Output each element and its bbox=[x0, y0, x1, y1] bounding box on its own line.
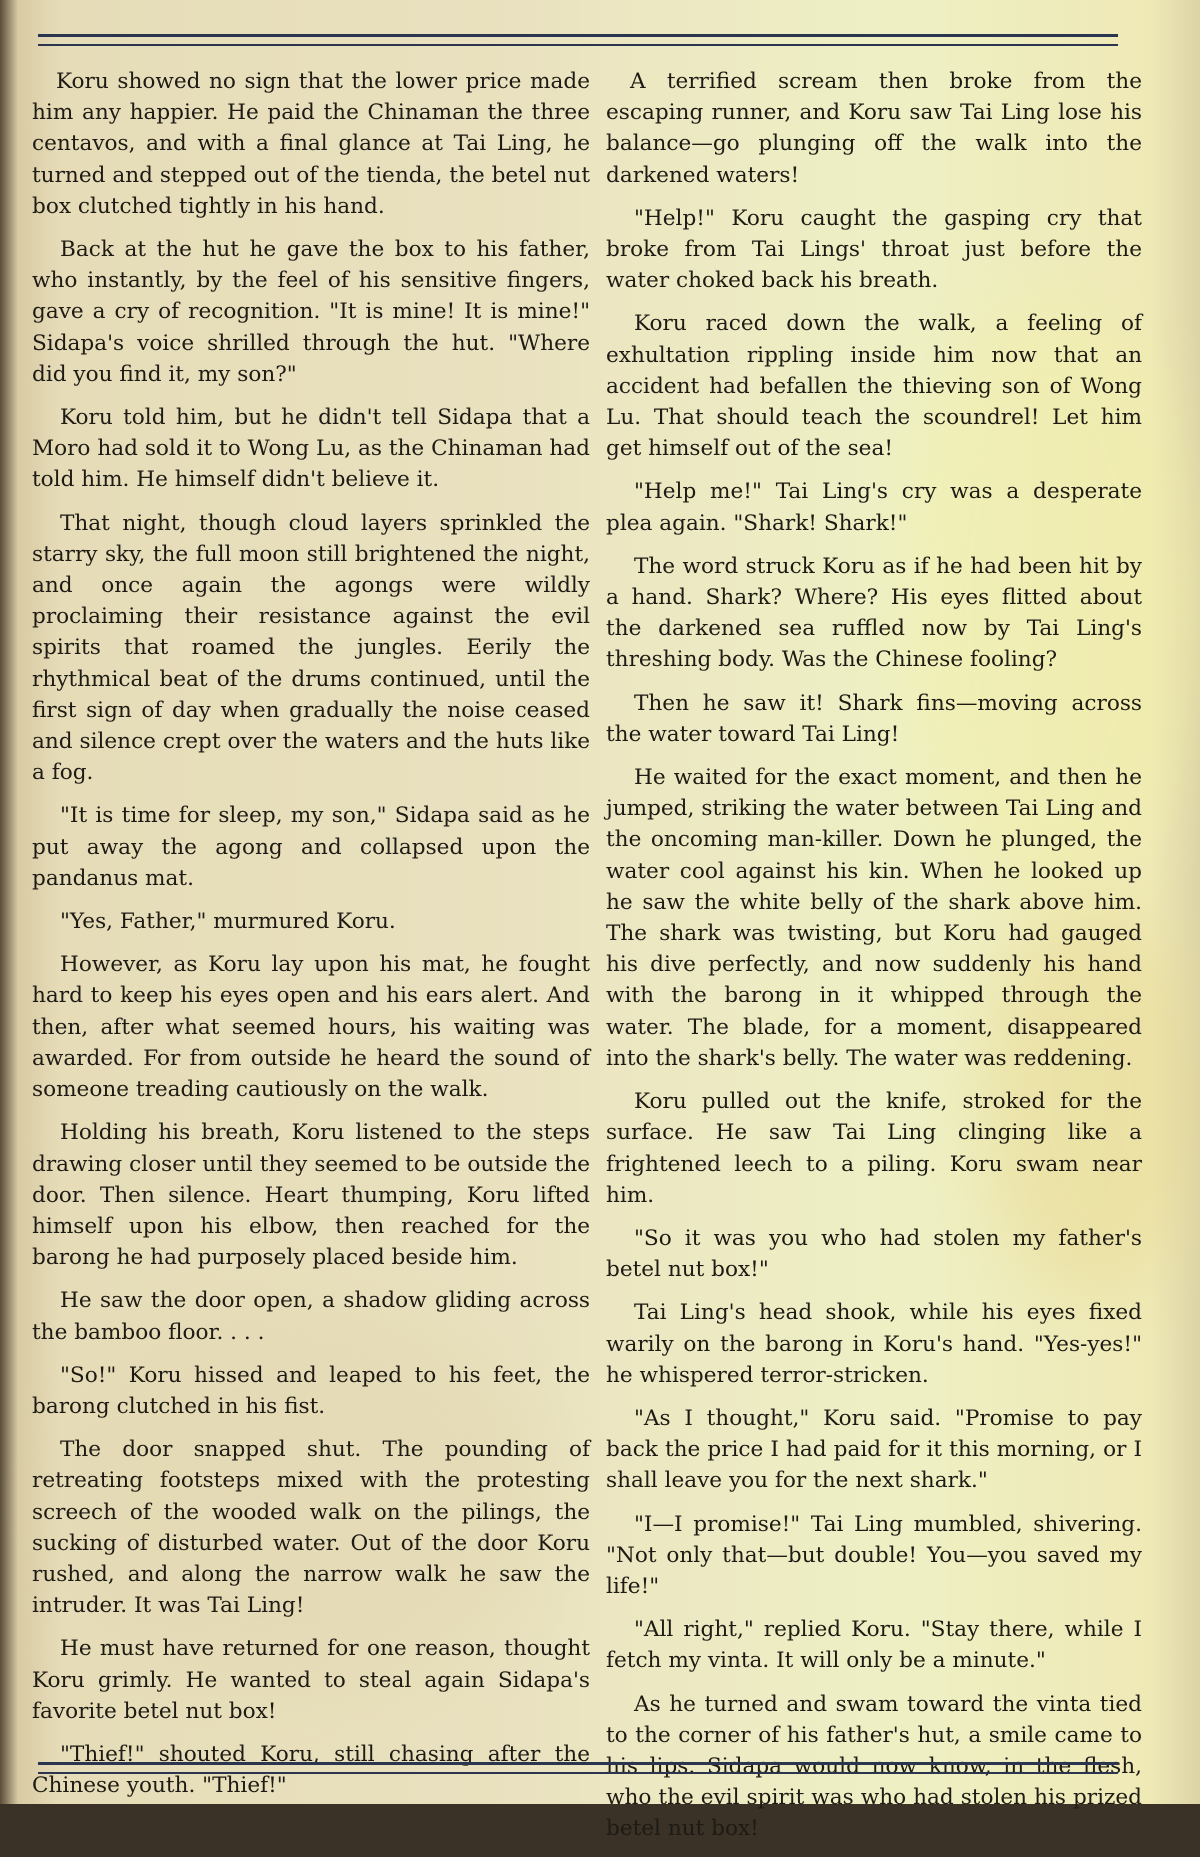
paragraph: "As I thought," Koru said. "Promise to pay back the price I had paid for it this morning, or I shall leave you for the next shark." bbox=[606, 1405, 1142, 1494]
paragraph: "Thief!" shouted Koru, still chasing after the Chinese youth. "Thief!" bbox=[32, 1741, 590, 1799]
paragraph: He must have returned for one reason, thought Koru grimly. He wanted to steal again Sidapa's favorite betel nut box! bbox=[32, 1636, 590, 1724]
paragraph: "All right," replied Koru. "Stay there, while I fetch my vinta. It will only be a minute." bbox=[606, 1617, 1142, 1674]
paragraph: Koru told him, but he didn't tell Sidapa that a Moro had sold it to Wong Lu, as the Chinaman had told him. He himself didn't believe it. bbox=[32, 405, 590, 493]
top-border-rule bbox=[38, 34, 1118, 46]
paragraph: "So!" Koru hissed and leaped to his feet, the barong clutched in his fist. bbox=[32, 1362, 590, 1419]
paragraph: That night, though cloud layers sprinkled the starry sky, the full moon still brightened the night, and once again the agongs were wildly proclaiming their resistance against the evil spirits that roamed the jungles. Eerily the rhythmical beat of the drums continued, until the first sign of day when gradually the noise ceased and silence crept over the waters and the huts like a fog. bbox=[32, 510, 590, 786]
paragraph: Back at the hut he gave the box to his father, who instantly, by the feel of his sensitive fingers, gave a cry of recognition. "It is mine! It is mine!" Sidapa's voice shrilled through the hut. "Where did you find it, my son?" bbox=[32, 237, 590, 387]
paragraph: Koru raced down the walk, a feeling of exhultation rippling inside him now that an accident had befallen the thieving son of Wong Lu. That should teach the scoundrel! Let him get himself out of the sea! bbox=[606, 311, 1142, 462]
paragraph: He saw the door open, a shadow gliding across the bamboo floor. . . . bbox=[32, 1288, 590, 1345]
paragraph: He waited for the exact moment, and then he jumped, striking the water between Tai Ling and the oncoming man-killer. Down he plunged, the water cool against his kin. When he looked up he saw the white belly of the shark above him. The shark was twisting, but Koru had gauged his dive perfectly, and now suddenly his hand with the barong in it whipped through the water. The blade, for a moment, disappeared into the shark's belly. The water was reddening. bbox=[606, 765, 1142, 1071]
paragraph: However, as Koru lay upon his mat, he fought hard to keep his eyes open and his ears alert. And then, after what seemed hours, his waiting was awarded. For from outside he heard the sound of someone treading cautiously on the walk. bbox=[32, 952, 590, 1103]
paragraph: Holding his breath, Koru listened to the steps drawing closer until they seemed to be outside the door. Then silence. Heart thumping, Koru lifted himself upon his elbow, then reached for the barong he had purposely placed beside him. bbox=[32, 1120, 590, 1271]
paragraph: A terrified scream then broke from the escaping runner, and Koru saw Tai Ling lose his balance—go plunging off the walk into the darkened waters! bbox=[606, 69, 1142, 188]
paragraph: As he turned and swam toward the vinta tied to the corner of his father's hut, a smile came to his lips. Sidapa would now know, in the flesh, who the evil spirit was who had stolen his prized betel nut box! bbox=[606, 1691, 1142, 1842]
paragraph: Then he saw it! Shark fins—moving across the water toward Tai Ling! bbox=[606, 690, 1142, 747]
paragraph: "I—I promise!" Tai Ling mumbled, shivering. "Not only that—but double! You—you saved my life!" bbox=[606, 1511, 1142, 1599]
bottom-border-rule bbox=[38, 1762, 1118, 1774]
paragraph: "So it was you who had stolen my father's betel nut box!" bbox=[606, 1225, 1142, 1283]
paragraph: The door snapped shut. The pounding of retreating footsteps mixed with the protesting screech of the wooded walk on the pilings, the sucking of disturbed water. Out of the door Koru rushed, and along the narrow walk he saw the intruder. It was Tai Ling! bbox=[32, 1437, 590, 1619]
paragraph: Koru showed no sign that the lower price made him any happier. He paid the Chinaman the three centavos, and with a final glance at Tai Ling, he turned and stepped out of the tienda, the betel nut box clutched tightly in his hand. bbox=[32, 69, 590, 219]
paragraph: "Help!" Koru caught the gasping cry that broke from Tai Lings' throat just before the water choked back his breath. bbox=[606, 205, 1142, 294]
paragraph: "It is time for sleep, my son," Sidapa said as he put away the agong and collapsed upon the pandanus mat. bbox=[32, 803, 590, 891]
left-text-column bbox=[32, 66, 590, 1813]
paragraph: "Yes, Father," murmured Koru. bbox=[60, 909, 396, 935]
right-text-column bbox=[606, 66, 1142, 1857]
paragraph: Koru pulled out the knife, stroked for the surface. He saw Tai Ling clinging like a frightened leech to a piling. Koru swam near him. bbox=[606, 1089, 1142, 1208]
paragraph: Tai Ling's head shook, while his eyes fixed warily on the barong in Koru's hand. "Yes-yes!" he whispered terror-stricken. bbox=[606, 1300, 1142, 1388]
paragraph: "Help me!" Tai Ling's cry was a desperate plea again. "Shark! Shark!" bbox=[606, 479, 1142, 536]
paragraph: The word struck Koru as if he had been hit by a hand. Shark? Where? His eyes flitted about the darkened sea ruffled now by Tai Ling's threshing body. Was the Chinese fooling? bbox=[606, 553, 1142, 673]
